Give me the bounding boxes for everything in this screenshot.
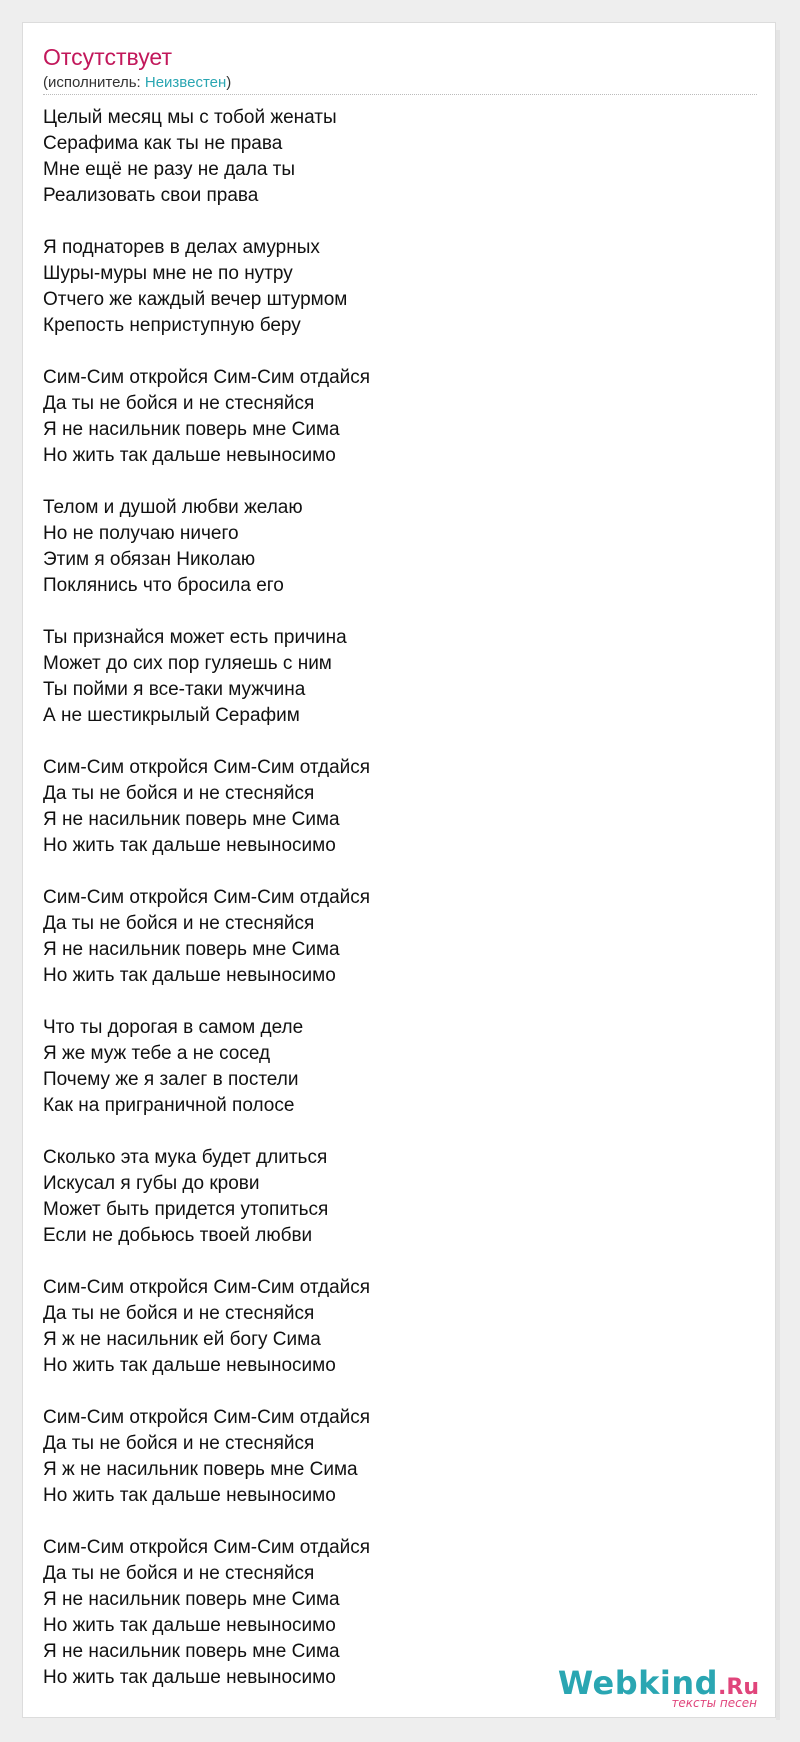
- lyric-line: Но жить так дальше невыносимо: [43, 1485, 336, 1506]
- lyrics-stanza: [43, 495, 757, 599]
- lyric-line: Что ты дорогая в самом деле: [43, 1017, 304, 1038]
- lyrics-stanza: [43, 105, 757, 209]
- lyric-line: Сим-Сим откройся Сим-Сим отдайся: [43, 1537, 371, 1558]
- lyric-line: Но жить так дальше невыносимо: [43, 445, 336, 466]
- lyric-line: Но жить так дальше невыносимо: [43, 1615, 336, 1636]
- lyric-line: Я поднаторев в делах амурных: [43, 237, 320, 258]
- lyric-line: Но жить так дальше невыносимо: [43, 835, 336, 856]
- lyric-line: Телом и душой любви желаю: [43, 497, 303, 518]
- lyrics-stanza: [43, 1275, 757, 1379]
- lyric-line: Сим-Сим откройся Сим-Сим отдайся: [43, 367, 371, 388]
- lyric-line: Сим-Сим откройся Сим-Сим отдайся: [43, 887, 371, 908]
- lyrics-stanza: [43, 1145, 757, 1249]
- logo-tld: .Ru: [718, 1675, 759, 1700]
- lyrics-stanza: [43, 885, 757, 989]
- lyric-line: Я же муж тебе а не сосед: [43, 1043, 271, 1064]
- lyric-line: Да ты не бойся и не стесняйся: [43, 1563, 315, 1584]
- lyric-line: Да ты не бойся и не стесняйся: [43, 393, 315, 414]
- lyric-line: Я не насильник поверь мне Сима: [43, 939, 340, 960]
- lyric-line: Сим-Сим откройся Сим-Сим отдайся: [43, 1277, 371, 1298]
- lyric-line: Сим-Сим откройся Сим-Сим отдайся: [43, 1407, 371, 1428]
- lyric-line: Я не насильник поверь мне Сима: [43, 419, 340, 440]
- lyric-line: Искусал я губы до крови: [43, 1173, 260, 1194]
- lyric-line: Может быть придется утопиться: [43, 1199, 329, 1220]
- lyric-line: Реализовать свои права: [43, 185, 259, 206]
- lyrics-stanza: [43, 625, 757, 729]
- lyric-line: Может до сих пор гуляешь с ним: [43, 653, 332, 674]
- site-logo[interactable]: [557, 1664, 759, 1710]
- artist-link[interactable]: Неизвестен: [144, 74, 227, 91]
- lyric-line: Ты признайся может есть причина: [43, 627, 347, 648]
- artist-line: [43, 73, 231, 93]
- lyric-line: Но жить так дальше невыносимо: [43, 1355, 336, 1376]
- lyric-line: Этим я обязан Николаю: [43, 549, 256, 570]
- lyric-line: Отчего же каждый вечер штурмом: [43, 289, 348, 310]
- logo-tagline: тексты песен: [671, 1696, 757, 1710]
- lyrics-stanza: [43, 1405, 757, 1509]
- lyric-line: Я ж не насильник ей богу Сима: [43, 1329, 321, 1350]
- lyric-line: Целый месяц мы с тобой женаты: [43, 107, 337, 128]
- lyrics-stanza: [43, 1015, 757, 1119]
- lyric-line: Шуры-муры мне не по нутру: [43, 263, 293, 284]
- lyric-line: Да ты не бойся и не стесняйся: [43, 1303, 315, 1324]
- lyric-line: Да ты не бойся и не стесняйся: [43, 913, 315, 934]
- lyric-line: Сколько эта мука будет длиться: [43, 1147, 328, 1168]
- lyric-line: Я не насильник поверь мне Сима: [43, 1589, 340, 1610]
- lyrics-stanza: [43, 235, 757, 339]
- song-title: Отсутствует: [43, 44, 172, 70]
- lyric-line: Да ты не бойся и не стесняйся: [43, 783, 315, 804]
- lyric-line: Мне ещё не разу не дала ты: [43, 159, 296, 180]
- lyric-line: Как на приграничной полосе: [43, 1095, 295, 1116]
- lyric-line: Но не получаю ничего: [43, 523, 239, 544]
- artist-suffix: ): [226, 74, 232, 91]
- lyrics-stanza: [43, 365, 757, 469]
- artist-prefix: (исполнитель:: [43, 74, 145, 91]
- header-divider: [43, 94, 757, 95]
- lyrics-text: [43, 105, 757, 1717]
- lyric-line: Крепость неприступную беру: [43, 315, 301, 336]
- lyric-line: Да ты не бойся и не стесняйся: [43, 1433, 315, 1454]
- lyrics-card: [22, 22, 776, 1718]
- lyric-line: Но жить так дальше невыносимо: [43, 965, 336, 986]
- logo-wordmark: Webkind: [557, 1664, 719, 1702]
- lyric-line: Сим-Сим откройся Сим-Сим отдайся: [43, 757, 371, 778]
- lyric-line: Если не добьюсь твоей любви: [43, 1225, 313, 1246]
- lyric-line: Серафима как ты не права: [43, 133, 283, 154]
- lyric-line: А не шестикрылый Серафим: [43, 705, 300, 726]
- lyric-line: Поклянись что бросила его: [43, 575, 284, 596]
- page-shadow: [776, 30, 780, 1720]
- lyric-line: Почему же я залег в постели: [43, 1069, 299, 1090]
- lyric-line: Я не насильник поверь мне Сима: [43, 1641, 340, 1662]
- lyric-line: Я ж не насильник поверь мне Сима: [43, 1459, 358, 1480]
- lyric-line: Но жить так дальше невыносимо: [43, 1667, 336, 1688]
- lyric-line: Я не насильник поверь мне Сима: [43, 809, 340, 830]
- lyric-line: Ты пойми я все-таки мужчина: [43, 679, 306, 700]
- lyrics-stanza: [43, 755, 757, 859]
